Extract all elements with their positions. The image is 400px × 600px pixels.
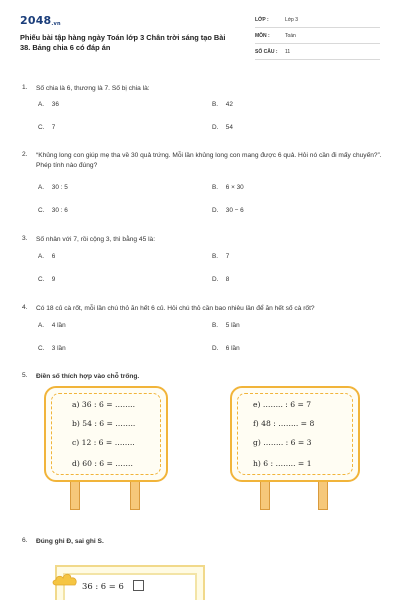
option-key: B. <box>212 101 219 108</box>
option-a[interactable] <box>38 253 55 260</box>
question-text: Có 18 củ cà rốt, mỗi lần chú thỏ ăn hết 6 củ. Hỏi chú thỏ cần bao nhiêu lần để ăn hết số cà rốt? <box>36 305 315 312</box>
option-key: D. <box>212 124 219 131</box>
option-text: 54 <box>225 124 233 131</box>
option-text: 6 <box>51 253 56 260</box>
meta-table <box>255 14 380 62</box>
logo-text: 2048 <box>20 14 52 27</box>
question-number: 3. <box>22 235 28 242</box>
option-text: 30 − 6 <box>225 207 244 214</box>
option-text: 9 <box>51 276 56 283</box>
option-key: B. <box>212 253 219 260</box>
option-key: B. <box>212 184 219 191</box>
option-c[interactable] <box>38 207 68 214</box>
option-b[interactable] <box>212 184 244 191</box>
option-text: 42 <box>225 101 233 108</box>
option-d[interactable] <box>212 345 240 352</box>
fill-in-item[interactable]: c) 12 : 6 = …….. <box>72 438 135 447</box>
option-text: 7 <box>225 253 230 260</box>
option-b[interactable] <box>212 253 229 260</box>
board-stick <box>130 480 140 510</box>
fill-in-item[interactable]: h) 6 : …….. = 1 <box>253 459 312 468</box>
option-key: D. <box>212 345 219 352</box>
option-a[interactable] <box>38 101 59 108</box>
fill-in-item[interactable]: g) …….. : 6 = 3 <box>253 438 312 447</box>
site-logo[interactable] <box>20 14 61 27</box>
board-stick <box>318 480 328 510</box>
option-b[interactable] <box>212 101 233 108</box>
option-c[interactable] <box>38 276 55 283</box>
meta-label: SỐ CÂU : <box>255 49 278 55</box>
option-text: 30 : 6 <box>51 207 68 214</box>
option-text: 36 <box>51 101 59 108</box>
board-stick <box>260 480 270 510</box>
question-number: 5. <box>22 372 28 379</box>
option-a[interactable] <box>38 184 68 191</box>
option-d[interactable] <box>212 124 233 131</box>
meta-label: LỚP : <box>255 17 269 23</box>
question-text: Điền số thích hợp vào chỗ trống. <box>36 373 140 380</box>
board-stick <box>70 480 80 510</box>
meta-row-class <box>255 14 380 28</box>
option-key: A. <box>38 184 45 191</box>
option-text: 3 lần <box>51 345 66 352</box>
answer-box[interactable] <box>133 580 144 591</box>
question-number: 4. <box>22 304 28 311</box>
option-text: 4 lần <box>51 322 66 329</box>
option-key: C. <box>38 276 45 283</box>
meta-value: Toán <box>285 33 296 39</box>
fill-in-item[interactable]: a) 36 : 6 = …….. <box>72 400 135 409</box>
option-text: 6 lần <box>225 345 240 352</box>
option-key: C. <box>38 345 45 352</box>
fill-in-item[interactable]: e) …….. : 6 = 7 <box>253 400 312 409</box>
meta-row-subject <box>255 30 380 44</box>
cloud-icon <box>52 572 78 586</box>
option-key: A. <box>38 322 45 329</box>
option-c[interactable] <box>38 345 66 352</box>
question-text: “Khủng long con giúp mẹ tha về 30 quả trứng. Mỗi lần khủng long con mang được 6 quả. Hỏi nó cần đi mấy chuyến?”. Phép tính nào đúng? <box>36 152 382 169</box>
option-c[interactable] <box>38 124 55 131</box>
option-key: B. <box>212 322 219 329</box>
option-key: D. <box>212 207 219 214</box>
option-d[interactable] <box>212 207 244 214</box>
fill-in-item[interactable]: d) 60 : 6 = ……. <box>72 459 133 468</box>
option-b[interactable] <box>212 322 240 329</box>
question-text: Số chia là 6, thương là 7. Số bị chia là: <box>36 85 150 92</box>
option-key: C. <box>38 207 45 214</box>
option-key: A. <box>38 253 45 260</box>
option-text: 6 × 30 <box>225 184 244 191</box>
meta-value: Lớp 3 <box>285 17 299 23</box>
true-false-expression: 36 : 6 = 6 <box>82 581 124 591</box>
question-text: Số nhân với 7, rồi cộng 3, thì bằng 45 là: <box>36 236 156 243</box>
fill-in-item[interactable]: b) 54 : 6 = …….. <box>72 419 136 428</box>
option-key: D. <box>212 276 219 283</box>
question-number: 1. <box>22 84 28 91</box>
option-key: C. <box>38 124 45 131</box>
option-text: 5 lần <box>225 322 240 329</box>
question-text: Đúng ghi Đ, sai ghi S. <box>36 538 104 545</box>
fill-in-item[interactable]: f) 48 : …….. = 8 <box>253 419 315 428</box>
option-a[interactable] <box>38 322 66 329</box>
question-number: 6. <box>22 537 28 544</box>
option-text: 7 <box>51 124 56 131</box>
question-number: 2. <box>22 151 28 158</box>
option-text: 8 <box>225 276 230 283</box>
document-title: Phiếu bài tập hàng ngày Toán lớp 3 Chân trời sáng tạo Bài 38. Bảng chia 6 có đáp án <box>20 33 226 52</box>
option-key: A. <box>38 101 45 108</box>
meta-value: 11 <box>285 49 291 55</box>
meta-label: MÔN : <box>255 33 270 39</box>
logo-suffix: .vn <box>51 21 61 27</box>
option-d[interactable] <box>212 276 229 283</box>
meta-row-count <box>255 46 380 60</box>
option-text: 30 : 5 <box>51 184 68 191</box>
